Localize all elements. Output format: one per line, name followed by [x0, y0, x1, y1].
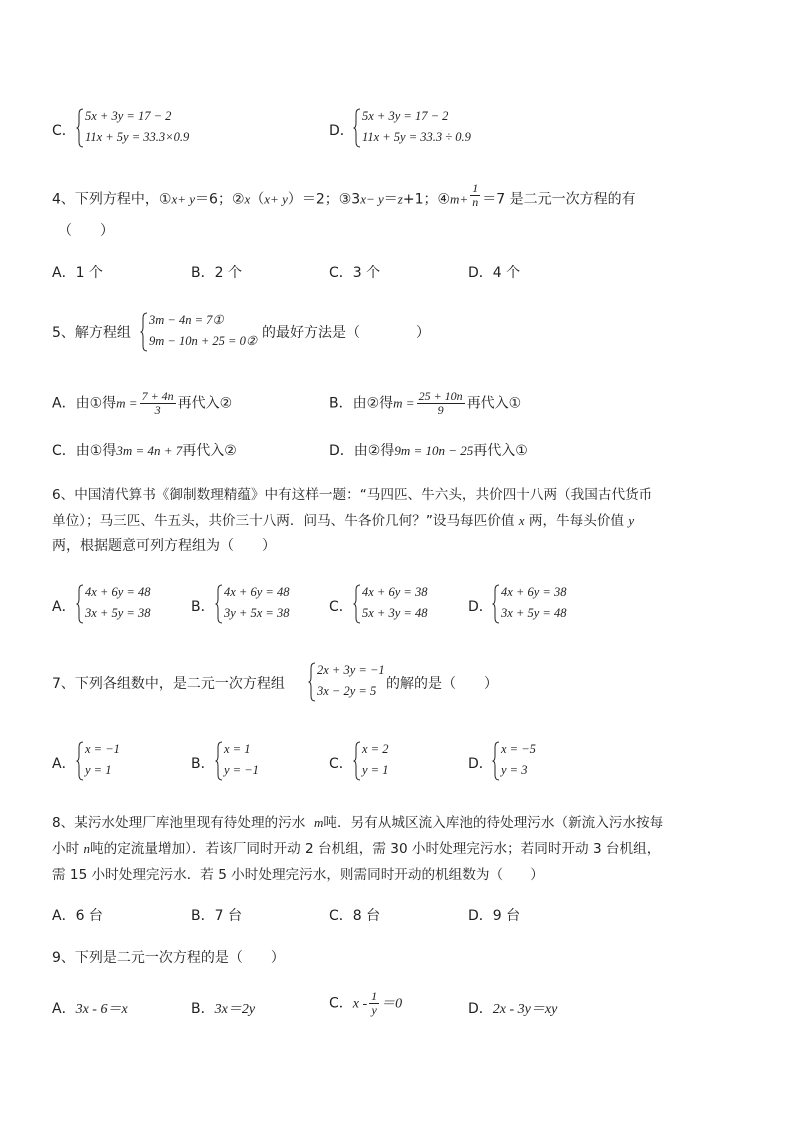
brace-icon [353, 584, 361, 624]
q8-option-c[interactable]: C．8 台 [329, 908, 381, 924]
fraction-denominator: y [371, 1003, 377, 1017]
option-text: 再代入① [473, 443, 528, 459]
option-text: D．由②得 [329, 443, 395, 459]
math-expr: x+ y [264, 191, 288, 207]
math-expr: x− y [360, 191, 384, 207]
brace-icon [76, 741, 84, 781]
option-label: B． [191, 1001, 215, 1017]
stem-text: 两，牛每头价值 [528, 513, 625, 529]
stem-text: 单位）；马三匹、牛五头，共价三十八两．问马、牛各价几何？”设马每匹价值 [52, 513, 515, 529]
math-expr: m = [116, 395, 138, 411]
option-text: B．由②得 [329, 395, 394, 412]
option-text: 再代入② [177, 395, 233, 412]
brace-icon [140, 312, 148, 352]
stem-text: （ [250, 191, 265, 208]
math-expr: 2x - 3y＝xy [492, 1002, 558, 1017]
math-expr: x - [352, 996, 368, 1012]
fraction-numerator: 7 + 4n [141, 389, 174, 403]
math-expr: m+ [450, 191, 469, 207]
math-expr: m = [393, 395, 415, 411]
option-label: C． [329, 599, 353, 615]
equation-2: y = 1 [362, 763, 389, 777]
brace-icon [308, 662, 316, 702]
question-8-line-3: 需 15 小时处理完污水．若 5 小时处理完污水，则需同时开动的机组数为（ ） [52, 867, 544, 883]
q4-option-b[interactable]: B．2 个 [191, 265, 242, 281]
brace-icon [215, 584, 223, 624]
question-4-stem [52, 181, 636, 213]
option-label: C． [329, 756, 353, 772]
q5-option-b[interactable] [329, 390, 521, 417]
q9-option-b[interactable] [191, 998, 255, 1018]
fraction [470, 182, 480, 209]
stem-text: ＝7 是二元一次方程的有 [482, 191, 636, 208]
math-expr: z [397, 191, 403, 207]
math-expr: 9m = 10n − 25 [394, 443, 474, 458]
equation-2: y = −1 [224, 763, 259, 777]
stem-text: 小时 [52, 841, 80, 857]
equation-1: x = 2 [362, 742, 389, 756]
fraction-denominator: 3 [154, 403, 161, 417]
q5-option-a[interactable] [52, 390, 232, 417]
fraction-denominator: 9 [437, 403, 444, 417]
fraction [369, 990, 379, 1017]
question-8-line-2 [52, 837, 660, 857]
q8-option-d[interactable]: D．9 台 [468, 908, 521, 924]
stem-text: ）＝2；③3 [287, 191, 361, 208]
fraction-numerator: 1 [472, 181, 479, 195]
stem-text: 吨的定流量增加）．若该厂同时开动 2 台机组，需 30 小时处理完污水；若同时开动 3 台机组， [90, 841, 661, 857]
option-label: D． [468, 756, 493, 772]
fraction-numerator: 25 + 10n [418, 389, 463, 403]
question-6-line-2 [52, 509, 634, 529]
equation-1: 4x + 6y = 48 [85, 585, 151, 599]
equation-2: 3x − 2y = 5 [317, 684, 377, 698]
brace-icon [353, 741, 361, 781]
stem-text: 4、下列方程中，① [52, 191, 172, 208]
question-7-stem-prefix: 7、下列各组数中，是二元一次方程组 [52, 676, 285, 692]
equation-1: x = 1 [224, 742, 251, 756]
brace-icon [492, 584, 500, 624]
question-5-stem-prefix: 5、解方程组 [52, 325, 131, 341]
option-label: C． [329, 995, 353, 1012]
equation-2: 3x + 5y = 38 [85, 606, 151, 620]
brace-icon [492, 741, 500, 781]
q5-option-d[interactable] [329, 440, 528, 460]
math-expr: ＝0 [381, 996, 403, 1012]
question-7-stem-suffix: 的解的是（ ） [386, 676, 498, 692]
q4-option-c[interactable]: C．3 个 [329, 265, 381, 281]
q9-option-d[interactable] [468, 998, 557, 1018]
fraction [140, 390, 176, 417]
math-expr: x [244, 191, 251, 207]
fraction-numerator: 1 [371, 989, 378, 1003]
option-label: A． [52, 1001, 76, 1017]
q9-option-c[interactable] [329, 990, 402, 1017]
equation-2: y = 3 [501, 763, 528, 777]
equation-1: 5x + 3y = 17 − 2 [362, 109, 449, 123]
option-label: C． [52, 123, 76, 139]
fraction-denominator: n [472, 195, 479, 209]
stem-text: 8、某污水处理厂库池里现有待处理的污水 [52, 815, 306, 831]
brace-icon [76, 584, 84, 624]
stem-text: +1；④ [402, 191, 451, 208]
brace-icon [215, 741, 223, 781]
math-expr: y [628, 513, 635, 528]
fraction [417, 390, 465, 417]
equation-1: x = −1 [85, 742, 120, 756]
question-9-stem: 9、下列是二元一次方程的是（ ） [52, 950, 285, 966]
equation-1: 4x + 6y = 48 [224, 585, 290, 599]
equation-2: 11x + 5y = 33.3 ÷ 0.9 [362, 130, 471, 144]
stem-text: 吨．另有从城区流入库池的待处理污水（新流入污水按每 [323, 815, 664, 831]
math-expr: n [83, 841, 91, 856]
stem-text: ＝6；② [195, 191, 245, 208]
math-expr: 3m = 4n + 7 [116, 443, 183, 458]
q4-option-a[interactable]: A．1 个 [52, 265, 103, 281]
equation-2: 3y + 5x = 38 [224, 606, 290, 620]
math-expr: x [518, 513, 525, 528]
equation-2: 5x + 3y = 48 [362, 606, 428, 620]
option-label: A． [52, 756, 76, 772]
equation-2: 3x + 5y = 48 [501, 606, 567, 620]
q4-option-d[interactable]: D．4 个 [468, 265, 521, 281]
q5-option-c[interactable] [52, 440, 237, 460]
equation-2: y = 1 [85, 763, 112, 777]
option-text: 再代入② [182, 443, 237, 459]
option-text: 再代入① [466, 395, 522, 412]
stem-text: ＝ [383, 191, 398, 208]
answer-blank: （ ） [58, 223, 114, 239]
math-expr: 3x＝2y [214, 1002, 256, 1017]
equation-1: x = −5 [501, 742, 536, 756]
question-5-stem-suffix: 的最好方法是（ ） [262, 325, 430, 341]
option-text: C．由①得 [52, 443, 117, 459]
option-label: A． [52, 599, 76, 615]
option-label: B． [191, 756, 215, 772]
option-label: B． [191, 599, 215, 615]
option-text: A．由①得 [52, 395, 117, 412]
question-6-line-3: 两，根据题意可列方程组为（ ） [52, 538, 276, 554]
equation-1: 4x + 6y = 38 [362, 585, 428, 599]
equation-1: 3m − 4n = 7① [149, 313, 224, 327]
math-expr: m [314, 815, 324, 830]
equation-2: 11x + 5y = 33.3×0.9 [85, 130, 190, 144]
brace-icon [76, 108, 84, 148]
question-8-line-1 [52, 811, 663, 831]
option-label: D． [329, 123, 354, 139]
math-expr: 3x - 6＝x [75, 1002, 128, 1017]
question-6-line-1: 6、中国清代算书《御制数理精蕴》中有这样一题：“马四匹、牛六头，共价四十八两（我国古代货币 [52, 487, 653, 503]
q9-option-a[interactable] [52, 998, 128, 1018]
equation-2: 9m − 10n + 25 = 0② [149, 334, 258, 348]
brace-icon [353, 108, 361, 148]
math-expr: x+ y [171, 191, 196, 207]
q8-option-b[interactable]: B．7 台 [191, 908, 242, 924]
equation-1: 4x + 6y = 38 [501, 585, 567, 599]
q8-option-a[interactable]: A．6 台 [52, 908, 103, 924]
option-label: D． [468, 1001, 493, 1017]
option-label: D． [468, 599, 493, 615]
equation-1: 5x + 3y = 17 − 2 [85, 109, 172, 123]
equation-1: 2x + 3y = −1 [317, 663, 385, 677]
